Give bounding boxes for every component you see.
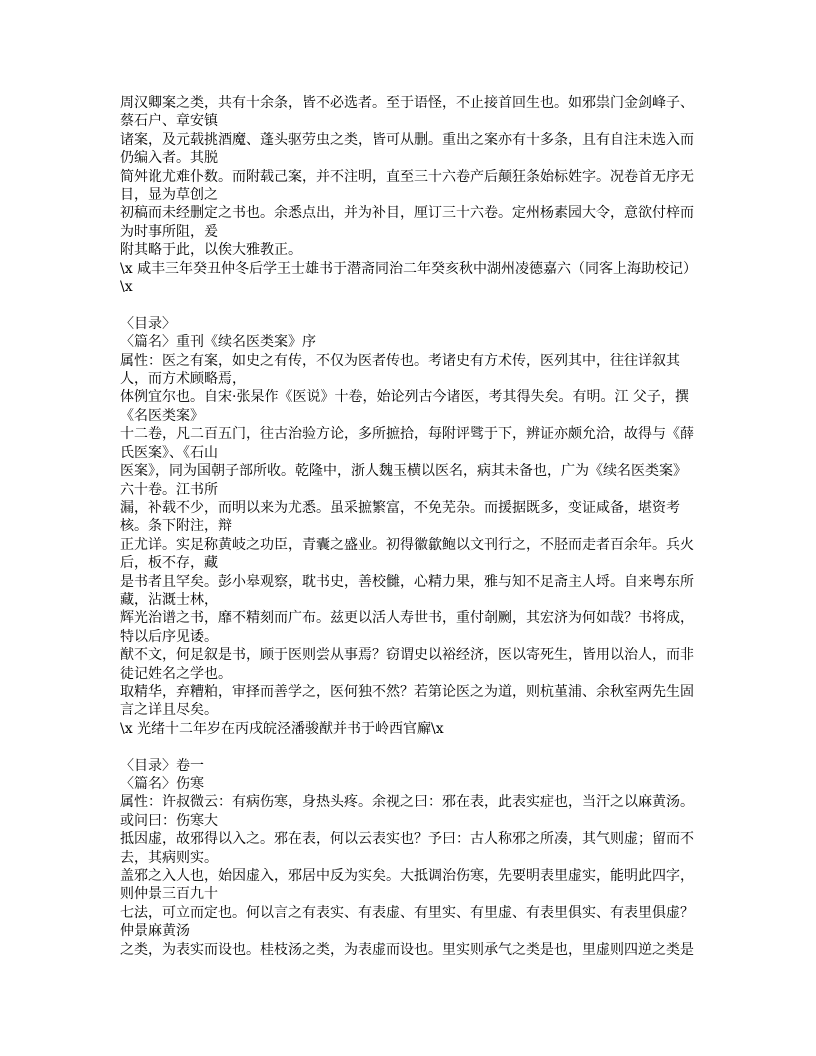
text-line: 诸案，及元载挑酒魔、蓬头驱劳虫之类，皆可从删。重出之案亦有十多条，且有自注未选入而仍编入者。其脱 [120, 131, 694, 167]
text-line: 属性：许叔微云：有病伤寒，身热头疼。余视之曰：邪在表，此表实症也，当汗之以麻黄汤。或问曰：伤寒大 [120, 794, 694, 829]
catalog-heading: 〈目录〉 [120, 315, 176, 332]
text-line: 属性：医之有案，如史之有传，不仅为医者传也。考诸史有方术传，医列其中，往往详叙其人，而方术顾略焉， [120, 352, 680, 388]
text-line: 正尤详。实足称黄岐之功臣，青囊之盛业。初得徽歙鲍以文刊行之，不胫而走者百余年。兵火后，板不存，藏 [120, 536, 694, 572]
text-line: 取精华，弃糟粕，审择而善学之，医何独不然？若第论医之为道，则杭堇浦、余秋室两先生固言之详且尽矣。 [120, 683, 694, 719]
text-line: 周汉卿案之类，共有十余条，皆不必选者。至于语怪，不止接首回生也。如邪祟门金剑峰子、蔡石户、章安镇 [120, 95, 694, 130]
text-line: 抵因虚，故邪得以入之。邪在表，何以云表实也？予曰：古人称邪之所凑，其气则虚；留而不去，其病则实。 [120, 831, 694, 866]
text-line: 辉光治谱之书，靡不精刻而广布。兹更以活人寿世书，重付剞劂，其宏济为何如哉？书将成，特以后序见诿。 [120, 610, 694, 645]
text-line: 盖邪之入人也，始因虚入，邪居中反为实矣。大抵调治伤寒，先要明表里虚实，能明此四字，则仲景三百九十 [120, 868, 694, 903]
text-line: 七法，可立而定也。何以言之有表实、有表虚、有里实、有里虚、有表里俱实、有表里俱虚？仲景麻黄汤 [120, 904, 694, 940]
text-line: 十二卷，凡二百五门，往古治验方论，多所摭拾，每附评骘于下，辨证亦颇允洽，故得与《薛氏医案》、《石山 [120, 426, 694, 461]
colophon-line: \x 咸丰三年癸丑仲冬后学王士雄书于潜斋同治二年癸亥秋中湖州凌德嘉六（同客上海助校记）\x [120, 260, 698, 296]
document-page [120, 94, 700, 959]
section-title: 〈篇名〉重刊《续名医类案》序 [120, 334, 316, 351]
text-line: 初稿而未经删定之书也。余悉点出，并为补目，厘订三十六卷。定州杨素园大令，意欲付梓而为时事所阻，爰 [120, 205, 694, 240]
text-line: 是书者且罕矣。彭小皋观察，耽书史，善校雠，心精力果，雅与知不足斋主人埒。自来粤东所藏，沾溉士林， [120, 573, 694, 608]
text-line: 之类，为表实而设也。桂枝汤之类，为表虚而设也。里实则承气之类是也，里虚则四逆之类是 [120, 941, 694, 958]
text-line: 体例宜尔也。自宋·张杲作《医说》十卷，始论列古今诸医，考其得失矣。有明。江 父子，撰《名医类案》 [120, 389, 689, 424]
section-title: 〈篇名〉伤寒 [120, 776, 204, 792]
text-line: 猷不文，何足叙是书，顾于医则尝从事焉？窃谓史以裕经济，医以寄死生，皆用以治人，而非徒记姓名之学也。 [120, 647, 694, 682]
colophon-line: \x 光绪十二年岁在丙戌皖泾潘骏猷并书于岭西官廨\x [120, 720, 444, 737]
catalog-heading: 〈目录〉卷一 [120, 757, 204, 774]
blank-line [120, 296, 700, 314]
text-line: 简舛讹尤难仆数。而附载己案，并不注明，直至三十六卷产后颠狂条始标姓字。况卷首无序无目，显为草创之 [120, 168, 694, 204]
text-line: 附其略于此，以俟大雅教正。 [120, 242, 302, 259]
text-line: 漏，补载不少，而明以来为尤悉。虽采摭繁富，不免芜杂。而援据既多，变证咸备，堪资考核。条下附注，辩 [120, 499, 680, 535]
text-line: 医案》，同为国朝子部所收。乾隆中，浙人魏玉横以医名，病其未备也，广为《续名医类案》六十卷。江书所 [120, 463, 687, 498]
blank-line [120, 738, 700, 756]
